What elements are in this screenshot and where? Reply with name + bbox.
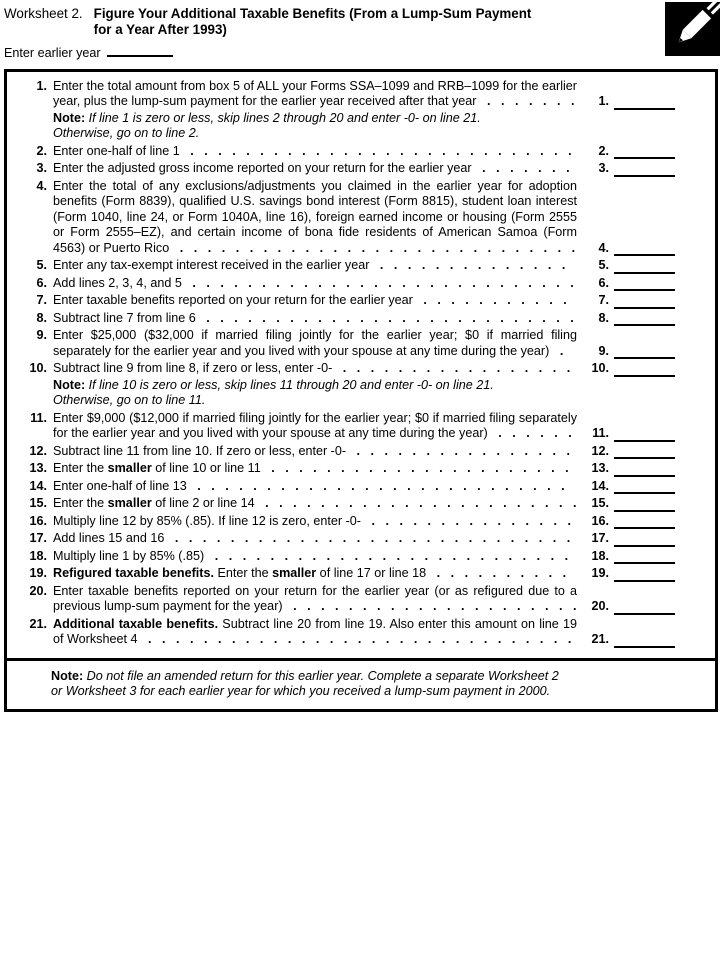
- footer-note: [7, 661, 715, 709]
- line-note: Note: If line 1 is zero or less, skip lines 2 through 20 and enter -0- on line 21. Otherwise, go on to line 2.: [53, 110, 481, 140]
- answer-blank[interactable]: [614, 278, 675, 291]
- answer-blank[interactable]: [614, 429, 675, 442]
- dot-leader: .: [549, 343, 564, 358]
- line-number: 2.: [36, 143, 47, 158]
- answer-line-number: 18.: [591, 548, 609, 563]
- answer-line-number: 15.: [591, 496, 609, 510]
- line-number: 13.: [29, 461, 47, 475]
- worksheet-line: [21, 479, 715, 495]
- answer-blank[interactable]: [614, 346, 675, 359]
- answer-line-number: 13.: [591, 461, 609, 475]
- worksheet-line: [21, 461, 715, 477]
- line-text: Additional taxable benefits. Subtract line 20 from line 19. Also enter this amount on line 19 of Worksheet 4 . . . . . . . . . . . . . . . . . . . . . . . . . . . . . . .: [53, 616, 577, 646]
- answer-blank[interactable]: [614, 534, 675, 547]
- line-text: Enter the smaller of line 2 or line 14 . . . . . . . . . . . . . . . . . . . . . . .: [53, 496, 577, 510]
- answer-blank[interactable]: [614, 481, 675, 494]
- answer-blank[interactable]: [614, 296, 675, 309]
- dot-leader: . . . . . . . . . . .: [412, 293, 567, 307]
- worksheet-line: [21, 179, 715, 257]
- line-number: 3.: [36, 161, 47, 175]
- answer-line-number: 3.: [598, 161, 609, 175]
- line-text: Enter any tax-exempt interest received in the earlier year . . . . . . . . . . . . . .: [53, 258, 566, 272]
- answer-blank[interactable]: [614, 446, 675, 459]
- line-text: Subtract line 9 from line 8, if zero or less, enter -0- . . . . . . . . . . . . . . . . .: [53, 361, 571, 375]
- line-text: Enter taxable benefits reported on your return for the earlier year . . . . . . . . . . .: [53, 293, 567, 307]
- answer-cell: [583, 531, 715, 547]
- earlier-year-input[interactable]: [107, 46, 173, 57]
- answer-cell: [583, 496, 715, 512]
- dot-leader: . . . . . . . . . . . . . .: [369, 258, 566, 272]
- worksheet-line: [21, 361, 715, 409]
- worksheet-label: Worksheet 2.: [4, 6, 83, 21]
- answer-blank[interactable]: [614, 635, 675, 648]
- answer-line-number: 16.: [591, 513, 609, 528]
- line-number: 16.: [29, 513, 47, 528]
- answer-cell: [583, 566, 715, 582]
- line-number: 4.: [36, 178, 47, 193]
- line-text: Enter $9,000 ($12,000 if married filing jointly for the earlier year; $0 if married filing separately for the earlier year and you lived with your spouse at any time during the year) . . . . . .: [53, 410, 577, 440]
- answer-blank[interactable]: [614, 569, 675, 582]
- line-text: Enter the adjusted gross income reported on your return for the earlier year . . . . . . .: [53, 161, 570, 175]
- answer-line-number: 20.: [591, 599, 609, 613]
- line-text: Enter the total of any exclusions/adjustments you claimed in the earlier year for adoption benefits (Form 8839), qualified U.S. savings bond interest (Form 8815), student loan interest (Form 1040, line 24, or Form 1040A, line 16), foreign earned income or housing (Form 2555 or Form 2555–EZ), and certain income of bona fide residents of American Samoa (Form 4563) or Puerto Rico . . . . . . . . . . . . . . . . . . . . . . . . . . . . .: [53, 178, 577, 255]
- answer-cell: [583, 94, 715, 110]
- worksheet-line: [21, 311, 715, 327]
- worksheet-box: [4, 69, 718, 712]
- worksheet-line: [21, 328, 715, 359]
- answer-blank[interactable]: [614, 146, 675, 159]
- answer-blank[interactable]: [614, 464, 675, 477]
- dot-leader: . . . . . . . . . . . . . . . . . . . . . . . . . . .: [186, 478, 565, 493]
- answer-line-number: 17.: [591, 531, 609, 545]
- answer-blank[interactable]: [614, 602, 675, 615]
- line-text: Enter the total amount from box 5 of ALL your Forms SSA–1099 and RRB–1099 for the earlier year, plus the lump-sum payment for the earlier year received after that year . . . . . . .: [53, 78, 577, 108]
- dot-leader: . . . . . . . . . . . . . . . . . . . . . .: [260, 461, 569, 475]
- answer-blank[interactable]: [614, 313, 675, 326]
- answer-blank[interactable]: [614, 97, 675, 110]
- line-number: 1.: [36, 78, 47, 93]
- answer-cell: [583, 161, 715, 177]
- answer-line-number: 5.: [598, 258, 609, 272]
- line-text: Enter one-half of line 1 . . . . . . . . . . . . . . . . . . . . . . . . . . . .: [53, 143, 572, 158]
- answer-cell: [583, 276, 715, 292]
- line-text: Multiply line 12 by 85% (.85). If line 12 is zero, enter -0- . . . . . . . . . . . . . . .: [53, 513, 571, 528]
- answer-line-number: 14.: [591, 478, 609, 493]
- dot-leader: . . . . . . .: [471, 161, 570, 175]
- answer-cell: [583, 311, 715, 327]
- answer-cell: [583, 549, 715, 565]
- worksheet-line: [21, 584, 715, 615]
- line-number: 5.: [36, 258, 47, 272]
- pencil-icon: [665, 2, 720, 56]
- line-number: 20.: [29, 583, 47, 598]
- dot-leader: . . . . . . . . . . . . . . . . . . . . . . . . . . . .: [181, 275, 574, 290]
- answer-cell: [583, 258, 715, 274]
- dot-leader: . . . . . . . . . . . . . . . . . . . . . . . . . .: [204, 548, 569, 563]
- answer-line-number: 1.: [598, 94, 609, 108]
- line-text: Refigured taxable benefits. Enter the smaller of line 17 or line 18 . . . . . . . . . .: [53, 566, 567, 580]
- answer-cell: [583, 479, 715, 495]
- answer-line-number: 21.: [591, 632, 609, 646]
- dot-leader: . . . . . . . . . . . . . . . . . . . . . . . . . . . . .: [169, 240, 576, 255]
- line-number: 10.: [29, 361, 47, 375]
- worksheet-line: [21, 531, 715, 547]
- answer-cell: [583, 599, 715, 615]
- answer-line-number: 9.: [598, 343, 609, 358]
- answer-cell: [583, 241, 715, 257]
- line-number: 21.: [29, 616, 47, 631]
- answer-blank[interactable]: [614, 364, 675, 377]
- answer-cell: [583, 444, 715, 460]
- line-text: Enter $25,000 ($32,000 if married filing jointly for the earlier year; $0 if married filing separately for the earlier year and you lived with your spouse at any time during the year) .: [53, 328, 577, 358]
- worksheet-title-line2: for a Year After 1993): [93, 22, 227, 37]
- worksheet-lines: [7, 72, 715, 661]
- answer-blank[interactable]: [614, 243, 675, 256]
- dot-leader: . . . . . . . . . . . . . . . . . . . . . . . . . . . .: [179, 143, 572, 158]
- dot-leader: . . . . . . . . . . . . . . . .: [346, 443, 570, 458]
- answer-cell: [583, 144, 715, 160]
- line-text: Add lines 15 and 16 . . . . . . . . . . . . . . . . . . . . . . . . . . . . .: [53, 531, 571, 545]
- line-number: 11.: [30, 410, 47, 425]
- answer-line-number: 6.: [598, 275, 609, 290]
- worksheet-title: [94, 6, 532, 38]
- line-number: 12.: [29, 443, 47, 458]
- worksheet-line: [21, 293, 715, 309]
- line-number: 8.: [36, 310, 47, 325]
- answer-cell: [583, 361, 715, 377]
- worksheet-line: [21, 161, 715, 177]
- line-number: 14.: [29, 478, 47, 493]
- answer-line-number: 11.: [592, 426, 609, 440]
- line-text: Multiply line 1 by 85% (.85) . . . . . . . . . . . . . . . . . . . . . . . . . .: [53, 548, 569, 563]
- dot-leader: . . . . . . . . . . . . . . . . . . . . .: [282, 599, 577, 613]
- worksheet-line: [21, 79, 715, 142]
- answer-line-number: 19.: [591, 566, 609, 580]
- line-text: Enter taxable benefits reported on your return for the earlier year (or as refigured due to a previous lump-sum payment for the year) . . . . . . . . . . . . . . . . . . . . .: [53, 583, 577, 613]
- worksheet-line: [21, 411, 715, 442]
- dot-leader: . . . . . . . . . .: [426, 566, 567, 580]
- dot-leader: . . . . . . . . . . . . . . . . . . . . . . . . . . . . .: [164, 531, 571, 545]
- dot-leader: . . . . . . . . . . . . . . .: [361, 513, 571, 528]
- dot-leader: . . . . . . . . . . . . . . . . . . . . . . .: [254, 496, 577, 510]
- answer-cell: [583, 461, 715, 477]
- answer-line-number: 2.: [598, 143, 609, 158]
- answer-blank[interactable]: [614, 551, 675, 564]
- dot-leader: . . . . . . . . . . . . . . . . . . . . . . . . . . .: [195, 310, 574, 325]
- line-note: Note: If line 10 is zero or less, skip lines 11 through 20 and enter -0- on line 21. Otherwise, go on to line 11.: [53, 377, 494, 407]
- answer-cell: [583, 514, 715, 530]
- answer-line-number: 12.: [591, 443, 609, 458]
- dot-leader: . . . . . . . . . . . . . . . . .: [332, 361, 571, 375]
- answer-blank[interactable]: [614, 516, 675, 529]
- worksheet-line: [21, 617, 715, 648]
- line-number: 18.: [29, 548, 47, 563]
- answer-line-number: 4.: [598, 240, 609, 255]
- answer-cell: [583, 293, 715, 309]
- line-number: 17.: [29, 531, 47, 545]
- answer-cell: [583, 632, 715, 648]
- answer-line-number: 7.: [598, 293, 609, 307]
- worksheet-line: [21, 549, 715, 565]
- earlier-year-label: Enter earlier year: [4, 46, 101, 60]
- answer-line-number: 8.: [598, 310, 609, 325]
- answer-blank[interactable]: [614, 164, 675, 177]
- line-text: Enter the smaller of line 10 or line 11 . . . . . . . . . . . . . . . . . . . . . .: [53, 461, 569, 475]
- line-number: 19.: [29, 566, 47, 580]
- line-text: Enter one-half of line 13 . . . . . . . . . . . . . . . . . . . . . . . . . . .: [53, 478, 565, 493]
- answer-blank[interactable]: [614, 499, 675, 512]
- answer-line-number: 10.: [591, 361, 609, 375]
- worksheet-line: [21, 514, 715, 530]
- dot-leader: . . . . . . .: [476, 94, 575, 108]
- line-number: 7.: [36, 293, 47, 307]
- worksheet-line: [21, 144, 715, 160]
- worksheet-line: [21, 566, 715, 582]
- line-text: Add lines 2, 3, 4, and 5 . . . . . . . . . . . . . . . . . . . . . . . . . . . .: [53, 275, 574, 290]
- answer-cell: [583, 344, 715, 360]
- line-text: Subtract line 7 from line 6 . . . . . . . . . . . . . . . . . . . . . . . . . . .: [53, 310, 574, 325]
- worksheet-line: [21, 276, 715, 292]
- line-number: 6.: [36, 275, 47, 290]
- earlier-year-row: [4, 46, 721, 62]
- line-text: Subtract line 11 from line 10. If zero or less, enter -0- . . . . . . . . . . . . . . . .: [53, 443, 570, 458]
- worksheet-line: [21, 258, 715, 274]
- line-number: 15.: [29, 496, 47, 510]
- answer-blank[interactable]: [614, 261, 675, 274]
- worksheet-line: [21, 496, 715, 512]
- footer-note-text: Note: Do not file an amended return for this earlier year. Complete a separate Worksheet 2 or Worksheet 3 for each earlier year for which you received a lump-sum payment in 2000.: [51, 668, 559, 698]
- dot-leader: . . . . . .: [487, 426, 572, 440]
- worksheet-line: [21, 444, 715, 460]
- line-number: 9.: [36, 328, 47, 342]
- worksheet-title-line1: Figure Your Additional Taxable Benefits (From a Lump-Sum Payment: [93, 6, 532, 21]
- dot-leader: . . . . . . . . . . . . . . . . . . . . . . . . . . . . . . .: [137, 632, 572, 646]
- answer-cell: [583, 426, 715, 442]
- worksheet-header: [4, 6, 721, 38]
